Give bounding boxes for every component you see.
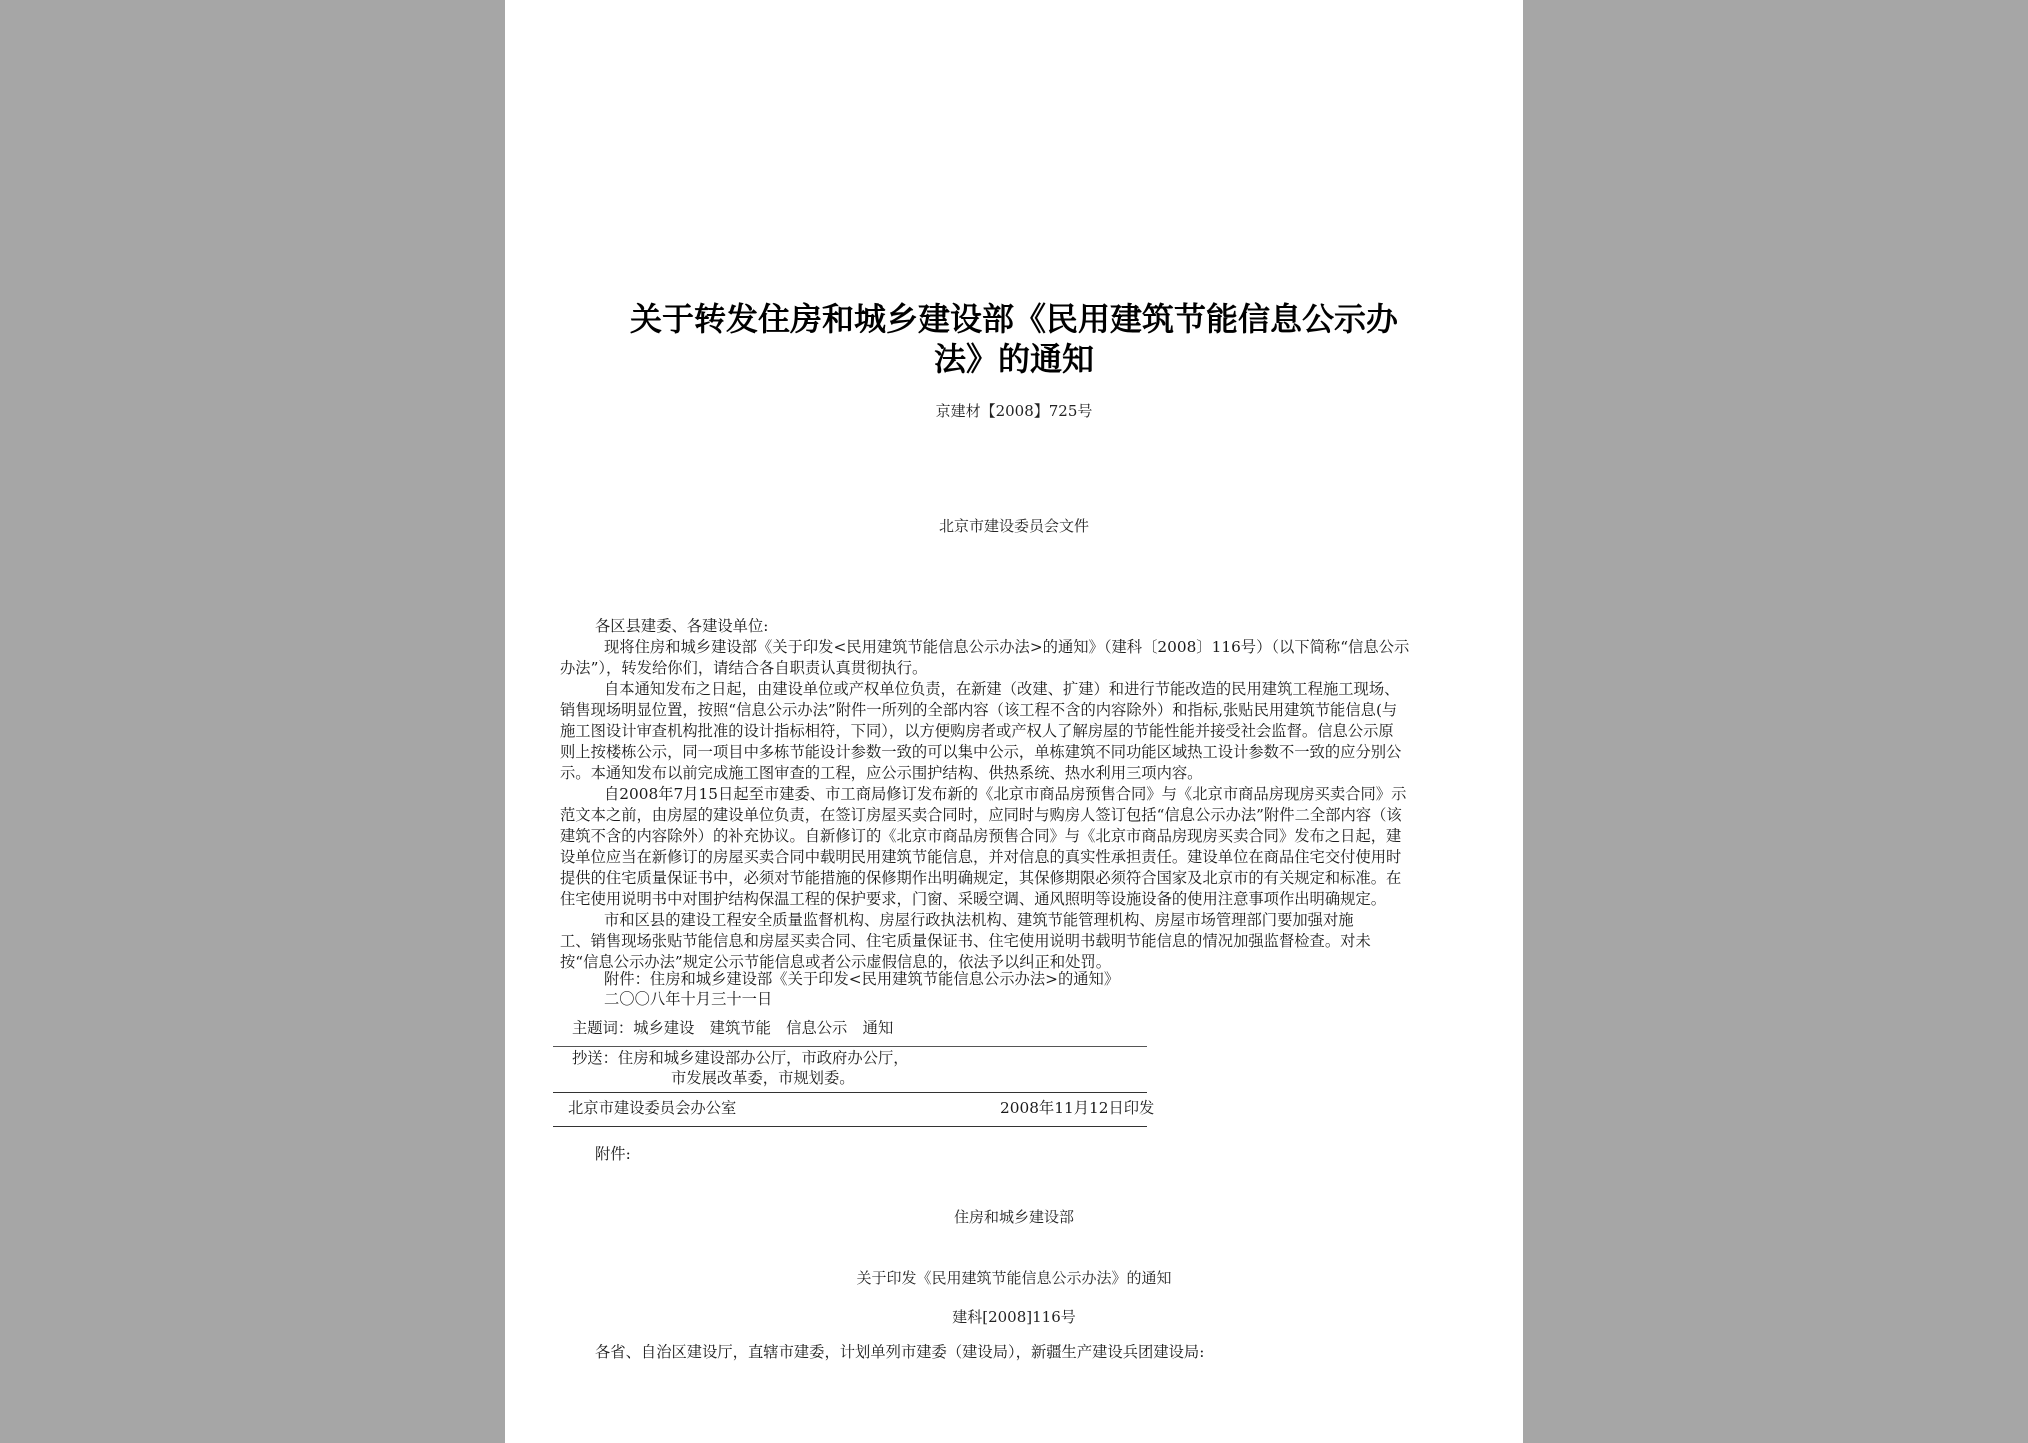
- issuer-name: 北京市建设委员会文件: [938, 517, 1089, 535]
- paragraph-line: 工、销售现场张贴节能信息和房屋买卖合同、住宅质量保证书、住宅使用说明书载明节能信息的情况加强监督检查。对未: [560, 932, 1371, 950]
- document-title-line-2: 法》的通知: [933, 340, 1094, 378]
- document-page: [505, 0, 1523, 1443]
- attachment-issuer: 住房和城乡建设部: [953, 1208, 1074, 1226]
- document-date: 二〇〇八年十月三十一日: [604, 990, 773, 1008]
- paragraph-line: 设单位应当在新修订的房屋买卖合同中载明民用建筑节能信息，并对信息的真实性承担责任。建设单位在商品住宅交付使用时: [560, 848, 1402, 866]
- footer-office: 北京市建设委员会办公室: [568, 1099, 737, 1117]
- attachment-salutation: 各省、自治区建设厅，直辖市建委，计划单列市建委（建设局），新疆生产建设兵团建设局:: [595, 1343, 1205, 1361]
- cc-line-1: 抄送：住房和城乡建设部办公厅，市政府办公厅，: [572, 1049, 909, 1067]
- paragraph-line: 销售现场明显位置，按照“信息公示办法”附件一所列的全部内容（该工程不含的内容除外）和指标,张贴民用建筑节能信息(与: [560, 701, 1398, 719]
- keywords: 主题词：城乡建设 建筑节能 信息公示 通知: [572, 1019, 894, 1037]
- paragraph-line: 自本通知发布之日起，由建设单位或产权单位负责，在新建（改建、扩建）和进行节能改造的民用建筑工程施工现场、: [604, 680, 1400, 698]
- salutation: 各区县建委、各建设单位:: [595, 617, 769, 635]
- paragraph-line: 现将住房和城乡建设部《关于印发<民用建筑节能信息公示办法>的通知》（建科〔2008〕116号）（以下简称“信息公示: [604, 638, 1410, 656]
- paragraph-line: 提供的住宅质量保证书中，必须对节能措施的保修期作出明确规定，其保修期限必须符合国家及北京市的有关规定和标准。在: [560, 869, 1402, 887]
- paragraph-line: 按“信息公示办法”规定公示节能信息或者公示虚假信息的，依法予以纠正和处罚。: [560, 953, 1112, 971]
- divider: [553, 1046, 1147, 1047]
- attachment-title: 关于印发《民用建筑节能信息公示办法》的通知: [856, 1269, 1172, 1287]
- paragraph-line: 建筑不含的内容除外）的补充协议。自新修订的《北京市商品房预售合同》与《北京市商品房现房买卖合同》发布之日起，建: [560, 827, 1402, 845]
- document-number: 京建材【2008】725号: [935, 402, 1093, 420]
- paragraph-line: 则上按楼栋公示，同一项目中多栋节能设计参数一致的可以集中公示，单栋建筑不同功能区域热工设计参数不一致的应分别公: [560, 743, 1402, 761]
- attachment-number: 建科[2008]116号: [952, 1308, 1076, 1326]
- document-title-line-1: 关于转发住房和城乡建设部《民用建筑节能信息公示办: [629, 300, 1398, 338]
- footer-print-date: 2008年11月12日印发: [1000, 1099, 1155, 1117]
- attachment-label: 附件:: [595, 1145, 631, 1163]
- paragraph-line: 市和区县的建设工程安全质量监督机构、房屋行政执法机构、建筑节能管理机构、房屋市场管理部门要加强对施: [604, 911, 1354, 929]
- paragraph-line: 示。本通知发布以前完成施工图审查的工程，应公示围护结构、供热系统、热水利用三项内容。: [560, 764, 1203, 782]
- paragraph-line: 范文本之前，由房屋的建设单位负责，在签订房屋买卖合同时，应同时与购房人签订包括“信息公示办法”附件二全部内容（该: [560, 806, 1402, 824]
- divider: [553, 1092, 1147, 1093]
- divider: [553, 1126, 1147, 1127]
- paragraph-line: 施工图设计审查机构批准的设计指标相符，下同），以方便购房者或产权人了解房屋的节能性能并接受社会监督。信息公示原: [560, 722, 1394, 740]
- paragraph-line: 住宅使用说明书中对围护结构保温工程的保护要求，门窗、采暖空调、通风照明等设施设备的使用注意事项作出明确规定。: [560, 890, 1387, 908]
- cc-line-2: 市发展改革委，市规划委。: [671, 1069, 855, 1087]
- paragraph-line: 办法”），转发给你们，请结合各自职责认真贯彻执行。: [560, 659, 928, 677]
- paragraph-line: 自2008年7月15日起至市建委、市工商局修订发布新的《北京市商品房预售合同》与《北京市商品房现房买卖合同》示: [604, 785, 1407, 803]
- attachment-reference: 附件：住房和城乡建设部《关于印发<民用建筑节能信息公示办法>的通知》: [604, 970, 1120, 988]
